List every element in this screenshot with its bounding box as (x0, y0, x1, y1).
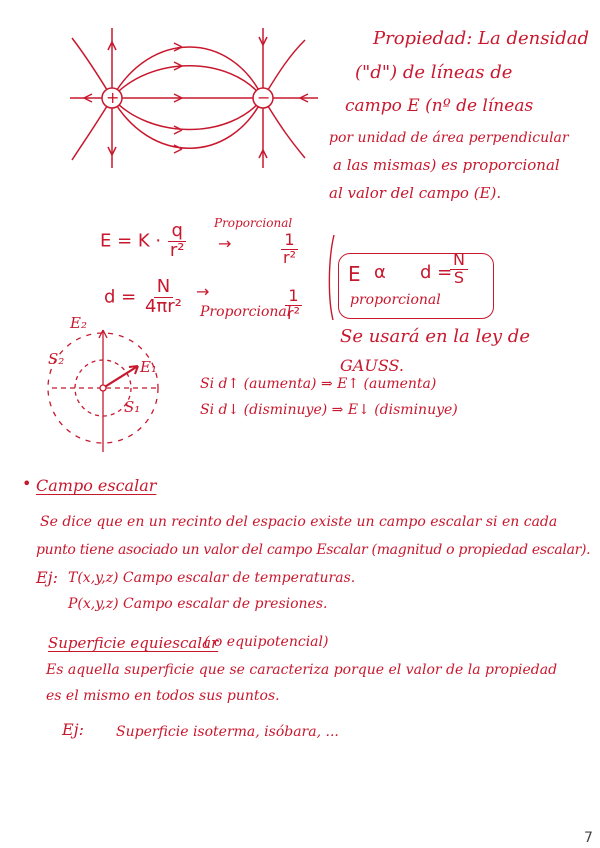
box-alpha: α (374, 262, 386, 283)
box-word: proporcional (350, 292, 441, 308)
formula-d-prop-frac (284, 288, 303, 323)
formula-e-den: r² (169, 239, 185, 261)
scalar-heading: Campo escalar (36, 476, 157, 495)
property-line-2: ("d") de líneas de (355, 62, 513, 83)
formula-e (100, 222, 188, 261)
formula-d-prop-num: 1 (285, 288, 301, 306)
rule-decrease: Si d↓ (disminuye) ⇒ E↓ (disminuye) (200, 402, 458, 418)
scalar-bullet: • (22, 474, 32, 493)
equiscalar-def-line-2: es el mismo en todos sus puntos. (46, 688, 280, 704)
box-den: S (453, 267, 465, 287)
formula-d-arrow: → (196, 282, 210, 301)
box-e: E (348, 262, 361, 286)
scalar-def-line-2: punto tiene asociado un valor del campo Escalar (magnitud o propiedad escalar). (36, 542, 591, 558)
negative-charge-label: − (257, 88, 271, 107)
formula-e-lhs: E = K · (100, 230, 162, 252)
box-frac (450, 252, 468, 287)
scalar-example-label: Ej: (36, 568, 59, 587)
formula-d (104, 278, 185, 317)
equiscalar-example-label: Ej: (62, 720, 85, 739)
gauss-line-1: Se usará en la ley de (340, 326, 530, 347)
equiscalar-def-line-1: Es aquella superficie que se caracteriza porque el valor de la propiedad (46, 662, 558, 678)
formula-d-num: N (154, 278, 173, 298)
sphere-s1-label: S₁ (124, 398, 141, 416)
formula-d-den: 4πr² (144, 295, 182, 317)
property-line-6: al valor del campo (E). (329, 184, 502, 202)
property-line-4: por unidad de área perpendicular (329, 130, 569, 146)
scalar-example-2: P(x,y,z) Campo escalar de presiones. (68, 596, 328, 612)
formula-d-lhs: d = (104, 286, 137, 308)
proportional-box (338, 253, 494, 319)
rule-increase: Si d↑ (aumenta) ⇒ E↑ (aumenta) (200, 376, 437, 392)
positive-charge-label: + (106, 88, 120, 107)
equiscalar-heading: Superficie equiescalar (48, 634, 219, 652)
sphere-e2-label: E₂ (70, 314, 87, 332)
sphere-s2-label: S₂ (48, 350, 65, 368)
sphere-e1-label: E₁ (140, 358, 157, 376)
equiscalar-example: Superficie isoterma, isóbara, ... (116, 724, 339, 740)
property-line-3: campo E (nº de líneas (345, 96, 534, 116)
gauss-line-2: GAUSS. (340, 356, 404, 375)
equiscalar-heading-note: ( o equipotencial) (204, 634, 329, 650)
property-line-5: a las mismas) es proporcional (333, 156, 560, 174)
box-num: N (450, 252, 468, 270)
formula-e-prop-den: r² (283, 247, 296, 267)
formula-e-prop-frac (280, 232, 299, 267)
formula-e-num: q (168, 222, 185, 242)
property-line-1: Propiedad: La densidad (373, 28, 589, 49)
formula-d-prop-word: Proporcional (200, 304, 292, 320)
formula-d-prop-den: r² (287, 303, 300, 323)
page-number: 7 (584, 830, 593, 846)
formula-e-prop-num: 1 (281, 232, 297, 250)
box-d: d = (420, 262, 453, 283)
scalar-example-1: T(x,y,z) Campo escalar de temperaturas. (68, 570, 356, 586)
scalar-def-line-1: Se dice que en un recinto del espacio existe un campo escalar si en cada (40, 514, 558, 530)
formula-e-prop-arrow: → (218, 234, 232, 253)
formula-e-prop-word: Proporcional (214, 216, 293, 230)
